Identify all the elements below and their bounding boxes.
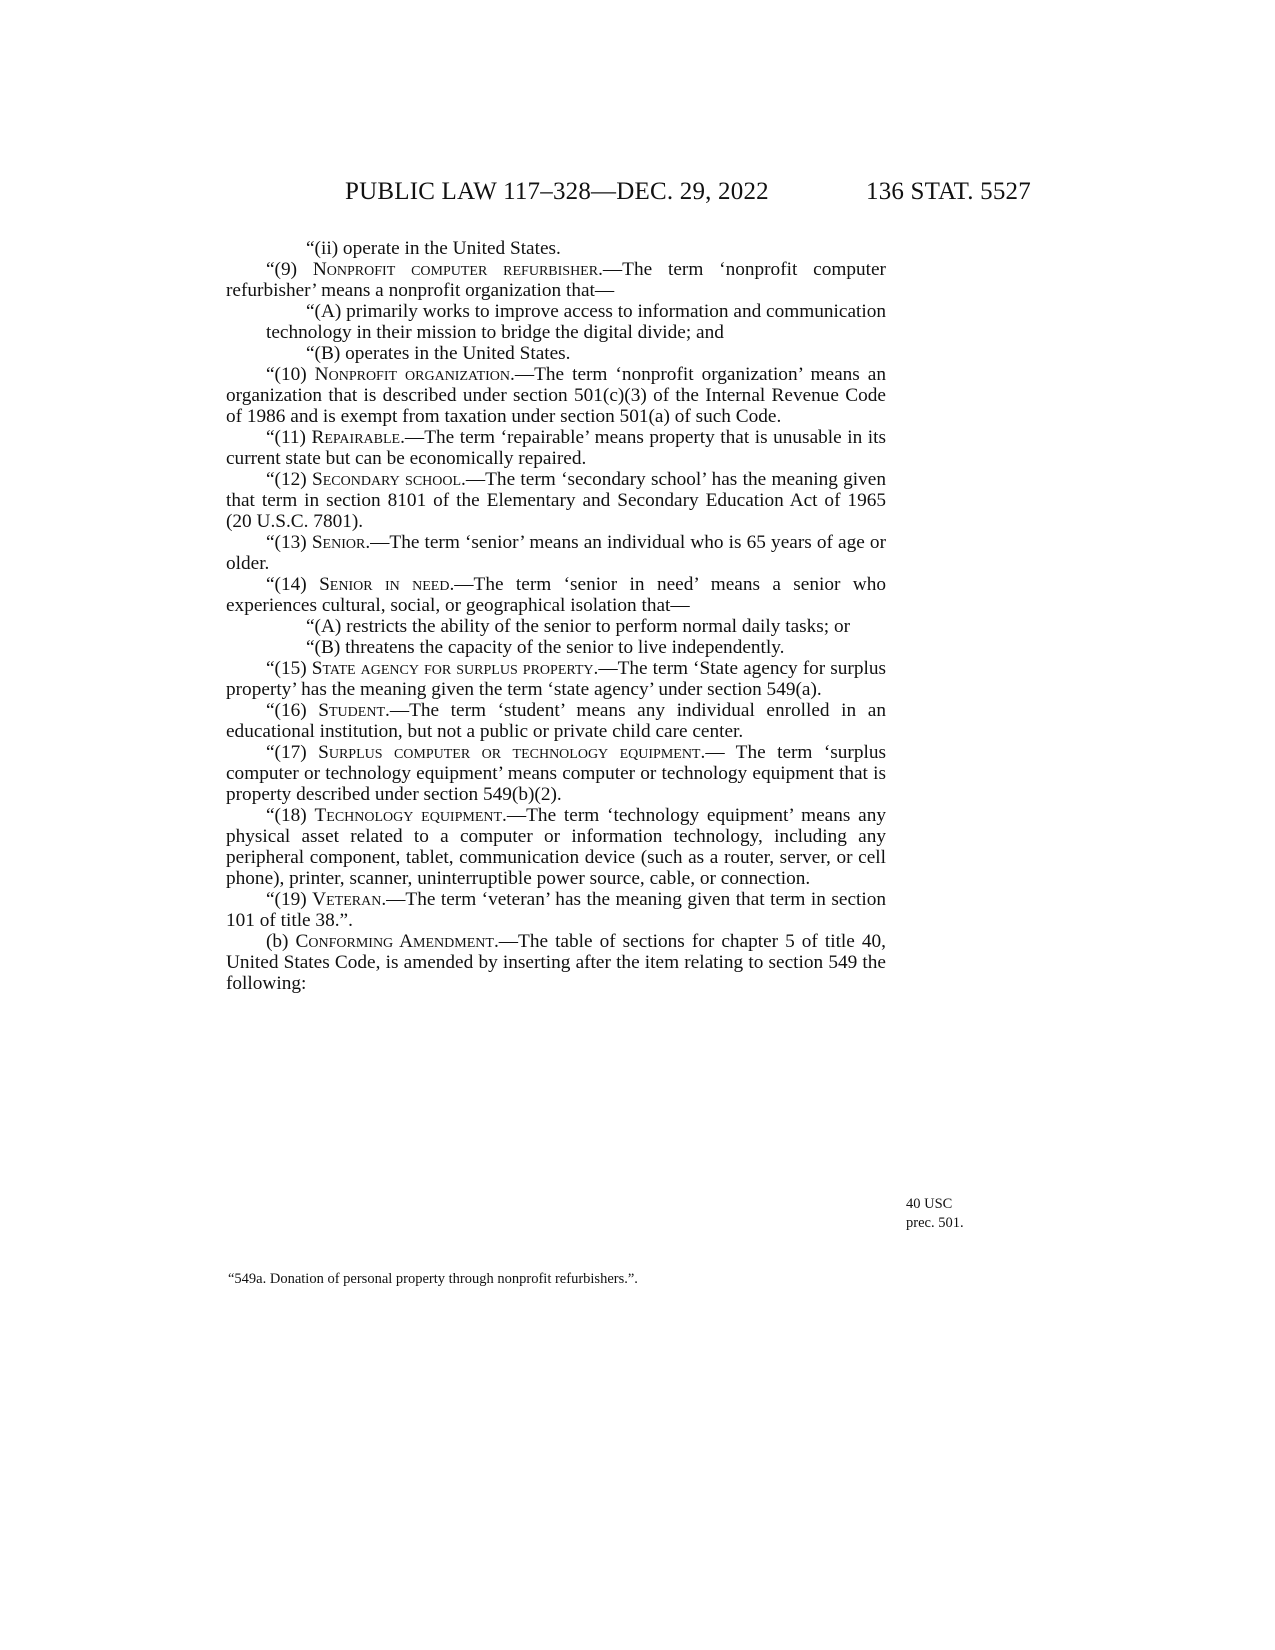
margin-note — [906, 1195, 964, 1233]
definition-9-b: “(B) operates in the United States. — [306, 343, 571, 364]
definition-10-heading: Nonprofit organization — [314, 364, 511, 385]
definition-15-heading: State agency for surplus property — [311, 658, 594, 679]
subsection-b: (b) Conforming Amendment.—The table of sections for chapter 5 of title 40, United States Code, is amended by inserting after the item relating to section 549 the following: — [226, 931, 886, 994]
definition-17-heading: Surplus computer or technology equipment — [318, 742, 701, 763]
subsection-b-heading: Conforming Amendment — [295, 931, 494, 952]
table-of-sections-entry: “549a. Donation of personal property through nonprofit refurbishers.”. — [228, 1271, 638, 1287]
definition-12-heading: Secondary school — [312, 469, 462, 490]
stat-page-number: 136 STAT. 5527 — [866, 178, 1031, 205]
definition-15: “(15) State agency for surplus property.—The term ‘State agency for surplus property’ has the meaning given the term ‘state agency’ under section 549(a). — [226, 658, 886, 700]
definition-19-heading: Veteran — [312, 889, 382, 910]
running-title: PUBLIC LAW 117–328—DEC. 29, 2022 — [345, 178, 769, 205]
definition-9-heading: Nonprofit computer refurbisher — [312, 259, 599, 280]
definition-14-a: “(A) restricts the ability of the senior to perform normal daily tasks; or — [306, 616, 851, 637]
definition-14: “(14) Senior in need.—The term ‘senior in need’ means a senior who experiences cultural, social, or geographical isolation that— — [226, 574, 887, 616]
definition-9: “(9) Nonprofit computer refurbisher.—The term ‘nonprofit computer refurbisher’ means a nonprofit organization that— — [226, 259, 886, 301]
clause-ii: “(ii) operate in the United States. — [306, 238, 561, 259]
margin-note-line-2: prec. 501. — [906, 1215, 964, 1231]
definition-16: “(16) Student.—The term ‘student’ means any individual enrolled in an educational institution, but not a public or private child care center. — [226, 700, 886, 742]
definition-14-b: “(B) threatens the capacity of the senior to live independently. — [306, 637, 785, 658]
definition-13-heading: Senior — [311, 532, 366, 553]
definition-9-a: “(A) primarily works to improve access to information and communication technology in their mission to bridge the digital divide; and — [266, 301, 886, 343]
definition-16-heading: Student — [318, 700, 385, 721]
definition-13: “(13) Senior.—The term ‘senior’ means an individual who is 65 years of age or older. — [226, 532, 886, 574]
definition-10: “(10) Nonprofit organization.—The term ‘nonprofit organization’ means an organization that is described under section 501(c)(3) of the Internal Revenue Code of 1986 and is exempt from taxation under section 501(a) of such Code. — [226, 364, 886, 427]
definition-11-heading: Repairable — [311, 427, 401, 448]
definition-19: “(19) Veteran.—The term ‘veteran’ has the meaning given that term in section 101 of title 38.”. — [226, 889, 886, 931]
definition-17: “(17) Surplus computer or technology equipment.— The term ‘surplus computer or technology equipment’ means computer or technology equipment that is property described under section 549(b)(2). — [226, 742, 886, 805]
body-text — [226, 238, 886, 994]
definition-11: “(11) Repairable.—The term ‘repairable’ means property that is unusable in its current state but can be economically repaired. — [226, 427, 886, 469]
definition-18-heading: Technology equipment — [314, 805, 503, 826]
page-header — [0, 178, 1275, 218]
definition-14-heading: Senior in need — [319, 574, 450, 595]
margin-note-line-1: 40 USC — [906, 1196, 953, 1212]
definition-12: “(12) Secondary school.—The term ‘secondary school’ has the meaning given that term in section 8101 of the Elementary and Secondary Education Act of 1965 (20 U.S.C. 7801). — [226, 469, 886, 532]
definition-18: “(18) Technology equipment.—The term ‘technology equipment’ means any physical asset related to a computer or information technology, including any peripheral component, tablet, communication device (such as a router, server, or cell phone), printer, scanner, uninterruptible power source, cable, or connection. — [226, 805, 886, 889]
